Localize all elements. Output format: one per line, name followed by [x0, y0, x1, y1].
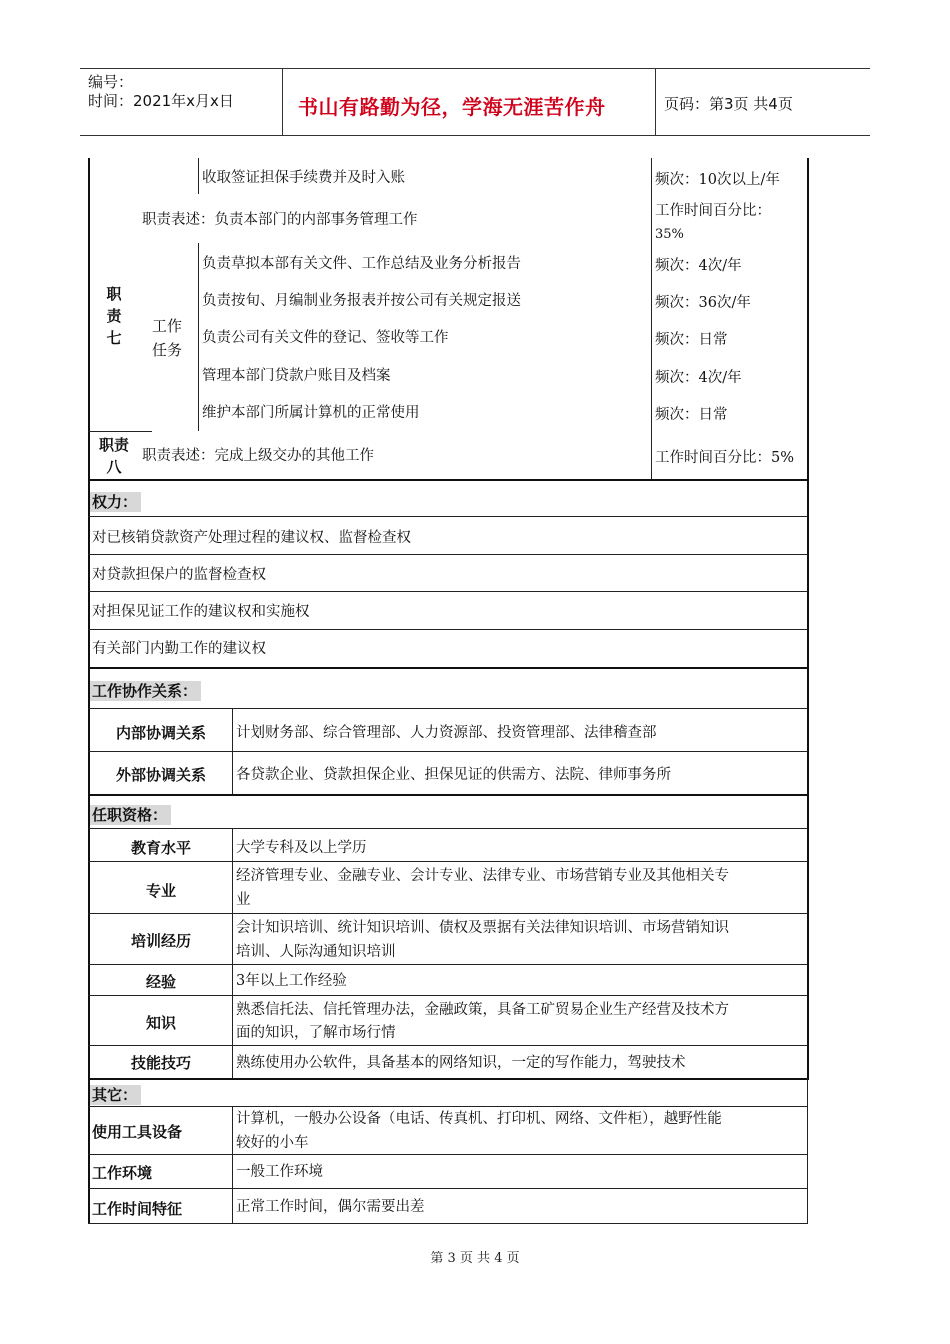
duty8-label	[92, 434, 136, 478]
header-bottom-rule	[80, 135, 870, 136]
duty7-label-char: 七	[106, 329, 122, 347]
internal-relations-value: 计划财务部、综合管理部、人力资源部、投资管理部、法律稽查部	[236, 725, 657, 741]
qualification-label: 培训经历	[130, 932, 191, 950]
duty7-tasks-label	[152, 314, 182, 362]
relations-bottom-rule	[88, 794, 809, 796]
authority-item: 有关部门内勤工作的建议权	[92, 641, 266, 657]
other-value: 一般工作环境	[236, 1164, 323, 1180]
header-top-rule	[80, 68, 870, 69]
header-motto: 书山有路勤为径，学海无涯苦作舟	[298, 95, 606, 119]
task-text: 维护本部门所属计算机的正常使用	[202, 405, 420, 421]
authority-item: 对担保见证工作的建议权和实施权	[92, 604, 310, 620]
relations-title: 工作协作关系：	[90, 681, 201, 701]
duty-section-bottom-rule	[88, 479, 809, 481]
qualification-row-rule	[88, 995, 808, 996]
qualification-row-rule	[88, 964, 808, 965]
qualification-value: 熟悉信托法、信托管理办法，金融政策，具备工矿贸易企业生产经营及技术方	[236, 1002, 729, 1018]
authority-bottom-rule	[88, 667, 809, 669]
authority-title: 权力：	[90, 492, 141, 512]
page-footer: 第 3 页 共 4 页	[430, 1251, 520, 1266]
other-value: 正常工作时间，偶尔需要出差	[236, 1199, 425, 1215]
qualifications-title: 任职资格：	[90, 805, 171, 825]
task-text: 负责按旬、月编制业务报表并按公司有关规定报送	[202, 293, 521, 309]
task-frequency: 频次：日常	[655, 332, 728, 348]
tasks-label-line: 任务	[152, 341, 183, 359]
qualification-label: 经验	[145, 973, 176, 991]
header-page-label: 页码：第3页 共4页	[664, 95, 793, 113]
other-row-rule	[88, 1188, 808, 1189]
relations-title-rule	[88, 708, 808, 709]
qualification-value: 3年以上工作经验	[236, 973, 347, 989]
internal-relations-label: 内部协调关系	[115, 724, 206, 742]
qualification-label: 技能技巧	[130, 1054, 191, 1072]
qualification-value: 大学专科及以上学历	[236, 840, 367, 856]
authority-row-rule	[88, 629, 808, 630]
authority-row-rule	[88, 554, 808, 555]
qualification-row-rule	[88, 913, 808, 914]
qualifications-bottom-rule	[88, 1078, 809, 1080]
qualification-value: 业	[236, 892, 251, 908]
external-relations-value: 各贷款企业、贷款担保企业、担保见证的供需方、法院、律师事务所	[236, 767, 671, 783]
authority-item: 对已核销贷款资产处理过程的建议权、监督检查权	[92, 530, 411, 546]
qualification-row-rule	[88, 861, 808, 862]
qualification-value: 会计知识培训、统计知识培训、债权及票据有关法律知识培训、市场营销知识	[236, 920, 729, 936]
duty7-description: 职责表述：负责本部门的内部事务管理工作	[142, 212, 418, 228]
qualification-label: 专业	[145, 882, 176, 900]
duty7-prev-task: 收取签证担保手续费并及时入账	[202, 170, 405, 186]
duty-task-divider-top	[198, 158, 199, 194]
duty8-label-line: 八	[106, 458, 122, 476]
external-relations-label: 外部协调关系	[115, 766, 206, 784]
qualifications-right-border	[807, 794, 809, 1079]
tasks-label-line: 工作	[152, 317, 183, 335]
qualification-value: 熟练使用办公软件，具备基本的网络知识，一定的写作能力，驾驶技术	[236, 1055, 686, 1071]
task-text: 管理本部门贷款户账目及档案	[202, 368, 391, 384]
qualification-row-rule	[88, 1045, 808, 1046]
duty8-time-percent: 工作时间百分比：5%	[655, 450, 795, 466]
other-label: 工作环境	[92, 1164, 153, 1182]
other-title: 其它：	[90, 1085, 141, 1105]
document-date-label: 时间：2021年x月x日	[88, 92, 234, 110]
authority-item: 对贷款担保户的监督检查权	[92, 567, 266, 583]
duty7-bottom-rule	[88, 431, 152, 432]
duty7-label	[100, 283, 128, 349]
document-number-label: 编号：	[88, 73, 134, 91]
duty8-label-line: 职责	[98, 436, 129, 454]
task-text: 负责草拟本部有关文件、工作总结及业务分析报告	[202, 256, 521, 272]
task-frequency: 频次：4次/年	[655, 370, 742, 386]
header-divider-left	[282, 68, 283, 135]
header-divider-right	[655, 68, 656, 135]
qualification-value: 面的知识，了解市场行情	[236, 1025, 396, 1041]
qualification-label: 知识	[145, 1014, 176, 1032]
task-frequency: 频次：日常	[655, 407, 728, 423]
duty7-time-percent-label: 工作时间百分比：	[655, 203, 771, 219]
authority-row-rule	[88, 591, 808, 592]
duty-table-right-border	[807, 158, 809, 480]
authority-right-border	[807, 479, 809, 668]
task-frequency: 频次：4次/年	[655, 258, 742, 274]
authority-title-rule	[88, 516, 808, 517]
relations-right-border	[807, 667, 809, 795]
other-label: 工作时间特征	[92, 1200, 183, 1218]
other-label: 使用工具设备	[92, 1123, 183, 1141]
duty8-description: 职责表述：完成上级交办的其他工作	[142, 448, 374, 464]
other-bottom-rule	[88, 1223, 808, 1224]
duty-task-divider	[198, 243, 199, 431]
task-text: 负责公司有关文件的登记、签收等工作	[202, 330, 449, 346]
other-value: 较好的小车	[236, 1135, 309, 1151]
other-value: 计算机，一般办公设备（电话、传真机、打印机、网络、文件柜），越野性能	[236, 1111, 722, 1127]
other-right-border	[807, 1078, 808, 1224]
qualification-value: 培训、人际沟通知识培训	[236, 944, 396, 960]
qualifications-column-divider	[232, 828, 233, 1078]
qualifications-title-rule	[88, 828, 808, 829]
other-row-rule	[88, 1154, 808, 1155]
relations-row-rule	[88, 751, 808, 752]
other-column-divider	[232, 1106, 233, 1224]
duty7-prev-task-frequency: 频次：10次以上/年	[655, 172, 780, 188]
duty7-time-percent-value: 35%	[655, 227, 684, 242]
qualification-label: 教育水平	[130, 839, 191, 857]
duty7-label-char: 职	[106, 285, 122, 303]
qualification-value: 经济管理专业、金融专业、会计专业、法律专业、市场营销专业及其他相关专	[236, 868, 729, 884]
duty7-label-char: 责	[106, 307, 122, 325]
duty-frequency-divider	[651, 158, 652, 480]
task-frequency: 频次：36次/年	[655, 295, 751, 311]
